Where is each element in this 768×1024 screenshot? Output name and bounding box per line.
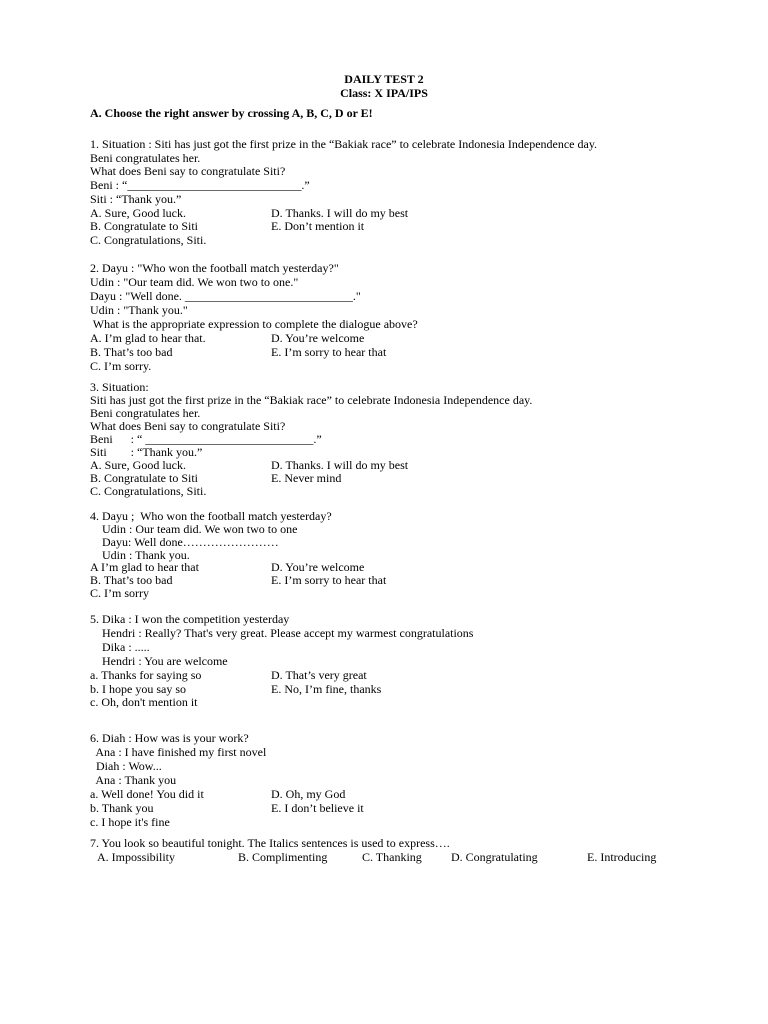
question-text: Hendri : Really? That's very great. Please accept my warmest congratulations [90, 626, 474, 640]
question-text: 2. Dayu : "Who won the football match yesterday?" [90, 261, 339, 275]
option-c[interactable]: C. Congratulations, Siti. [90, 484, 207, 498]
question-text: 4. Dayu ; Who won the football match yesterday? [90, 509, 332, 523]
option-b[interactable]: B. Complimenting [238, 850, 328, 864]
question-text: Siti : “Thank you.” [90, 192, 182, 206]
option-b[interactable]: b. Thank you [90, 801, 154, 815]
option-d[interactable]: D. That’s very great [271, 668, 367, 682]
option-d[interactable]: D. Congratulating [451, 850, 538, 864]
option-e[interactable]: E. I’m sorry to hear that [271, 573, 387, 587]
option-c[interactable]: C. I’m sorry. [90, 359, 152, 373]
option-c[interactable]: C. Thanking [362, 850, 422, 864]
question-text: Hendri : You are welcome [90, 654, 228, 668]
option-d[interactable]: D. Thanks. I will do my best [271, 458, 409, 472]
question-text: Udin : "Thank you." [90, 303, 188, 317]
option-a[interactable]: A. Sure, Good luck. [90, 206, 186, 220]
option-a[interactable]: a. Thanks for saying so [90, 668, 202, 682]
question-text: Udin : "Our team did. We won two to one." [90, 275, 299, 289]
option-a[interactable]: A. I’m glad to hear that. [90, 331, 206, 345]
question-text: 5. Dika : I won the competition yesterday [90, 612, 290, 626]
option-b[interactable]: B. Congratulate to Siti [90, 471, 198, 485]
question-text: What is the appropriate expression to complete the dialogue above? [90, 317, 418, 331]
option-a[interactable]: a. Well done! You did it [90, 787, 204, 801]
option-e[interactable]: E. Don’t mention it [271, 219, 365, 233]
option-e[interactable]: E. No, I’m fine, thanks [271, 682, 382, 696]
question-text: What does Beni say to congratulate Siti? [90, 164, 286, 178]
question-text: Dika : ..... [90, 640, 150, 654]
test-title: DAILY TEST 2 [344, 72, 424, 86]
question-text: Ana : I have finished my first novel [90, 745, 267, 759]
question-text: Beni congratulates her. [90, 151, 201, 165]
option-b[interactable]: b. I hope you say so [90, 682, 186, 696]
option-a[interactable]: A. Sure, Good luck. [90, 458, 186, 472]
question-text: Dayu : "Well done. ____________________________." [90, 289, 361, 303]
question-text: 1. Situation : Siti has just got the first prize in the “Bakiak race” to celebrate Indonesia Independence day. [90, 137, 598, 151]
option-b[interactable]: B. That’s too bad [90, 345, 173, 359]
instruction: A. Choose the right answer by crossing A, B, C, D or E! [90, 106, 373, 120]
question-text: Beni congratulates her. [90, 406, 201, 420]
question-text: Beni : “_____________________________.” [90, 178, 310, 192]
option-e[interactable]: E. I’m sorry to hear that [271, 345, 387, 359]
question-text: Udin : Our team did. We won two to one [90, 522, 298, 536]
question-text: Siti has just got the first prize in the “Bakiak race” to celebrate Indonesia Independence day. [90, 393, 533, 407]
option-c[interactable]: C. Congratulations, Siti. [90, 233, 207, 247]
option-e[interactable]: E. Introducing [587, 850, 657, 864]
option-d[interactable]: D. You’re welcome [271, 560, 365, 574]
question-text: Udin : Thank you. [90, 548, 190, 562]
question-text: Siti : “Thank you.” [90, 445, 203, 459]
option-d[interactable]: D. Oh, my God [271, 787, 346, 801]
option-c[interactable]: C. I’m sorry [90, 586, 149, 600]
question-text: 6. Diah : How was is your work? [90, 731, 249, 745]
option-a[interactable]: A I’m glad to hear that [90, 560, 199, 574]
option-c[interactable]: c. Oh, don't mention it [90, 695, 198, 709]
option-b[interactable]: B. That’s too bad [90, 573, 173, 587]
question-text: Diah : Wow... [90, 759, 162, 773]
question-text: What does Beni say to congratulate Siti? [90, 419, 286, 433]
question-text: 3. Situation: [90, 380, 149, 394]
option-b[interactable]: B. Congratulate to Siti [90, 219, 198, 233]
class-label: Class: X IPA/IPS [340, 86, 428, 100]
question-text: Ana : Thank you [90, 773, 177, 787]
question-text: Beni : “ ____________________________.” [90, 432, 322, 446]
option-e[interactable]: E. I don’t believe it [271, 801, 364, 815]
question-text: Dayu: Well done…………………… [90, 535, 279, 549]
question-text: 7. You look so beautiful tonight. The Italics sentences is used to express…. [90, 836, 450, 850]
option-c[interactable]: c. I hope it's fine [90, 815, 170, 829]
option-a[interactable]: A. Impossibility [97, 850, 176, 864]
option-d[interactable]: D. You’re welcome [271, 331, 365, 345]
option-d[interactable]: D. Thanks. I will do my best [271, 206, 409, 220]
option-e[interactable]: E. Never mind [271, 471, 342, 485]
